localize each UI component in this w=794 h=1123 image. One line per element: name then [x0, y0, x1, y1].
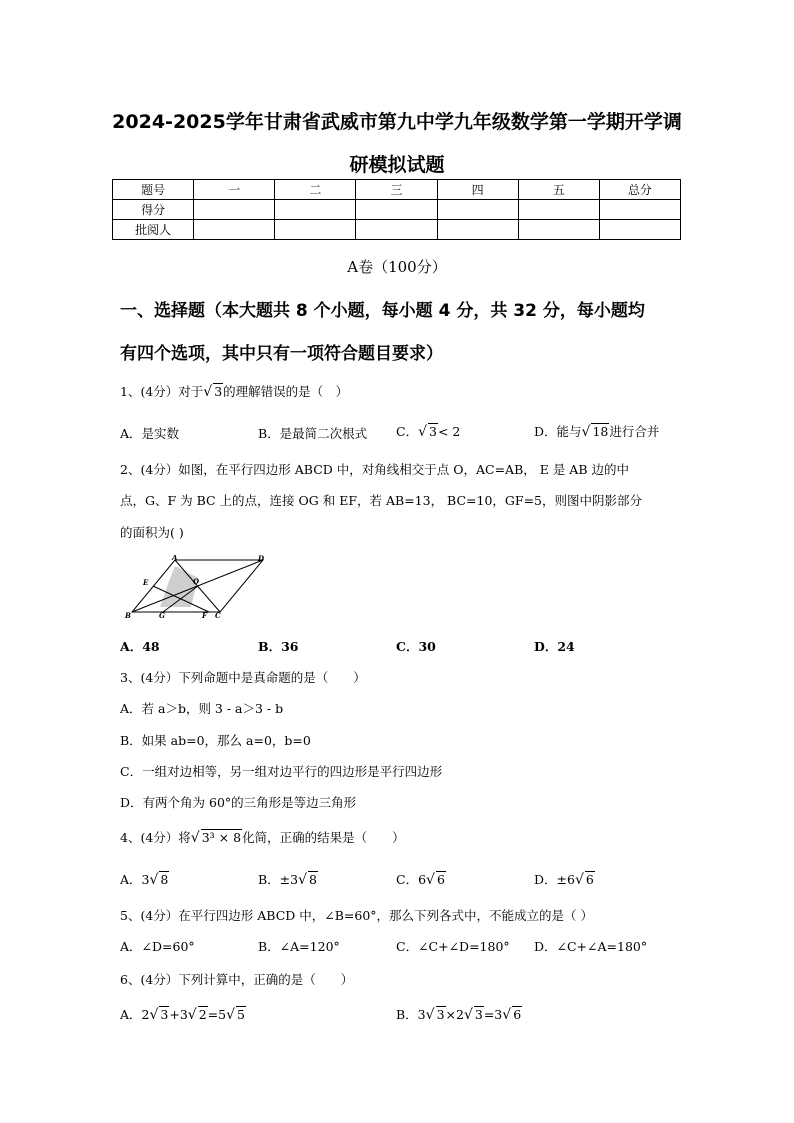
q6-option-b-radicand: 3	[474, 1007, 483, 1022]
figure-label: A	[172, 555, 178, 562]
q1-option-c-radicand: 3	[429, 424, 437, 439]
q6-option-b	[396, 1005, 522, 1023]
q3-option-c: C．一组对边相等，另一组对边平行的四边形是平行四边形	[120, 764, 443, 779]
q1-option-b: B．是最简二次根式	[258, 426, 368, 441]
question-2-stem-line1: 2、(4分）如图，在平行四边形 ABCD 中，对角线相交于点 O，AC=AB， E 是 AB 边的中	[120, 462, 629, 477]
parallelogram-figure	[120, 555, 270, 620]
sqrt-sign: √	[149, 872, 159, 888]
score-table-cell: 四	[437, 180, 518, 200]
score-table-header-row	[113, 180, 681, 200]
question-2-stem-line3: 的面积为( )	[120, 525, 184, 540]
q1-option-c-rest: < 2	[437, 424, 461, 439]
q1-option-a: A．是实数	[120, 426, 180, 441]
q2-option-b: B．36	[258, 639, 299, 654]
figure-label: B	[125, 611, 131, 620]
q6-option-a-radicand: 2	[198, 1007, 207, 1022]
q5-option-c: C．∠C+∠D=180°	[396, 939, 510, 954]
figure-label: O	[193, 577, 200, 586]
q4-stem-text-end: 化简，正确的结果是（ ）	[242, 830, 405, 845]
q4-radicand: 3³ × 8	[201, 830, 242, 845]
sqrt-sign: √	[149, 1007, 159, 1023]
q1-stem-text: 1、(4分）对于	[120, 384, 204, 399]
q5-option-b: B．∠A=120°	[258, 939, 340, 954]
q3-option-b: B．如果 ab=0，那么 a=0，b=0	[120, 733, 311, 748]
q4-option-b-radicand: 8	[309, 872, 317, 887]
sqrt-sign: √	[425, 1007, 435, 1023]
score-table-cell: 三	[356, 180, 437, 200]
question-5-stem: 5、(4分）在平行四边形 ABCD 中，∠B=60°，那么下列各式中，不能成立的是（ ）	[120, 908, 594, 923]
score-table-cell: 一	[194, 180, 275, 200]
score-table-cell	[275, 200, 356, 220]
score-table-cell	[518, 200, 599, 220]
q1-option-d-radicand: 18	[592, 424, 609, 439]
score-table-cell	[437, 220, 518, 240]
paper-a-heading: A卷（100分）	[347, 258, 447, 276]
score-table-cell	[194, 220, 275, 240]
sqrt-sign: √	[426, 872, 435, 888]
q4-option-b-label: B．±3	[258, 872, 299, 887]
exam-title-line2: 研模拟试题	[349, 154, 445, 176]
score-table-cell	[437, 200, 518, 220]
question-6-stem: 6、(4分）下列计算中，正确的是（ ）	[120, 972, 354, 987]
figure-label: C	[215, 611, 221, 620]
score-table	[112, 179, 681, 240]
q6-option-b-radicand: 3	[436, 1007, 445, 1022]
sqrt-sign: √	[502, 1007, 512, 1023]
sqrt-sign: √	[463, 1007, 473, 1023]
q1-radicand: 3	[214, 384, 223, 399]
score-table-cell	[518, 220, 599, 240]
figure-label: D	[258, 555, 265, 563]
section-heading-line2: 有四个选项，其中只有一项符合题目要求）	[120, 344, 443, 364]
question-2-stem-line2: 点，G、F 为 BC 上的点，连接 OG 和 EF，若 AB=13， BC=10，GF=5，则图中阴影部分	[120, 493, 642, 508]
figure-label: F	[202, 611, 207, 620]
score-table-cell	[356, 200, 437, 220]
score-table-cell	[194, 200, 275, 220]
score-table-cell: 题号	[113, 180, 194, 200]
score-table-cell	[599, 220, 680, 240]
question-1-stem	[120, 382, 348, 400]
sqrt-sign: √	[187, 1007, 197, 1023]
q6-option-a-radicand: 3	[160, 1007, 169, 1022]
score-table-cell: 得分	[113, 200, 194, 220]
sqrt-sign: √	[418, 424, 427, 440]
q1-option-d-label: D．能与	[534, 424, 582, 439]
question-3-stem: 3、(4分）下列命题中是真命题的是（ ）	[120, 670, 366, 685]
q5-option-d: D．∠C+∠A=180°	[534, 939, 648, 954]
score-table-grader-row	[113, 220, 681, 240]
score-table-cell: 总分	[599, 180, 680, 200]
score-table-cell	[275, 220, 356, 240]
figure-label: E	[143, 578, 149, 587]
q4-option-c-label: C．6	[396, 872, 427, 887]
q4-option-c	[396, 870, 446, 888]
figure-label: G	[159, 611, 165, 620]
sqrt-sign: √	[190, 830, 200, 846]
q4-option-d-label: D．±6	[534, 872, 575, 887]
score-table-score-row	[113, 200, 681, 220]
q6-option-a-radicand: 5	[237, 1007, 245, 1022]
score-table-cell	[356, 220, 437, 240]
q4-option-c-radicand: 6	[436, 872, 445, 887]
q4-option-d	[534, 870, 595, 888]
q2-option-d: D．24	[534, 639, 575, 654]
sqrt-sign: √	[298, 872, 308, 888]
q3-option-a: A．若 a＞b，则 3 - a＞3 - b	[120, 701, 284, 716]
q6-option-a-part: =5	[207, 1007, 227, 1022]
q4-stem-text: 4、(4分）将	[120, 830, 191, 845]
q1-option-d-rest: 进行合并	[609, 424, 660, 439]
q1-option-d	[534, 422, 659, 440]
q6-option-b-part: =3	[483, 1007, 503, 1022]
q4-option-a-label: A．3	[120, 872, 150, 887]
sqrt-sign: √	[203, 384, 213, 400]
q6-option-a-part: +3	[169, 1007, 188, 1022]
q4-option-a	[120, 870, 169, 888]
score-table-cell	[599, 200, 680, 220]
sqrt-sign: √	[574, 872, 584, 888]
q3-option-d: D．有两个角为 60°的三角形是等边三角形	[120, 795, 357, 810]
q4-option-a-radicand: 8	[160, 872, 169, 887]
q2-option-c: C．30	[396, 639, 436, 654]
score-table-cell: 批阅人	[113, 220, 194, 240]
q1-stem-text-end: 的理解错误的是（ ）	[223, 384, 349, 399]
sqrt-sign: √	[581, 424, 591, 440]
shaded-region	[160, 566, 198, 607]
section-heading-line1: 一、选择题（本大题共 8 个小题，每小题 4 分，共 32 分，每小题均	[120, 301, 645, 321]
q5-option-a: A．∠D=60°	[120, 939, 195, 954]
q6-option-b-radicand: 6	[513, 1007, 522, 1022]
q6-option-a	[120, 1005, 246, 1023]
sqrt-sign: √	[226, 1007, 236, 1023]
q6-option-b-part: ×2	[445, 1007, 464, 1022]
q1-option-c-label: C．	[396, 424, 419, 439]
q4-option-d-radicand: 6	[585, 872, 594, 887]
question-4-stem	[120, 828, 405, 846]
q6-option-b-part: B．3	[396, 1007, 426, 1022]
q4-option-b	[258, 870, 318, 888]
score-table-cell: 五	[518, 180, 599, 200]
exam-title-line1: 2024-2025学年甘肃省武威市第九中学九年级数学第一学期开学调	[112, 111, 682, 133]
score-table-cell: 二	[275, 180, 356, 200]
q1-option-c	[396, 422, 460, 440]
q2-option-a: A．48	[120, 639, 160, 654]
q6-option-a-part: A．2	[120, 1007, 150, 1022]
